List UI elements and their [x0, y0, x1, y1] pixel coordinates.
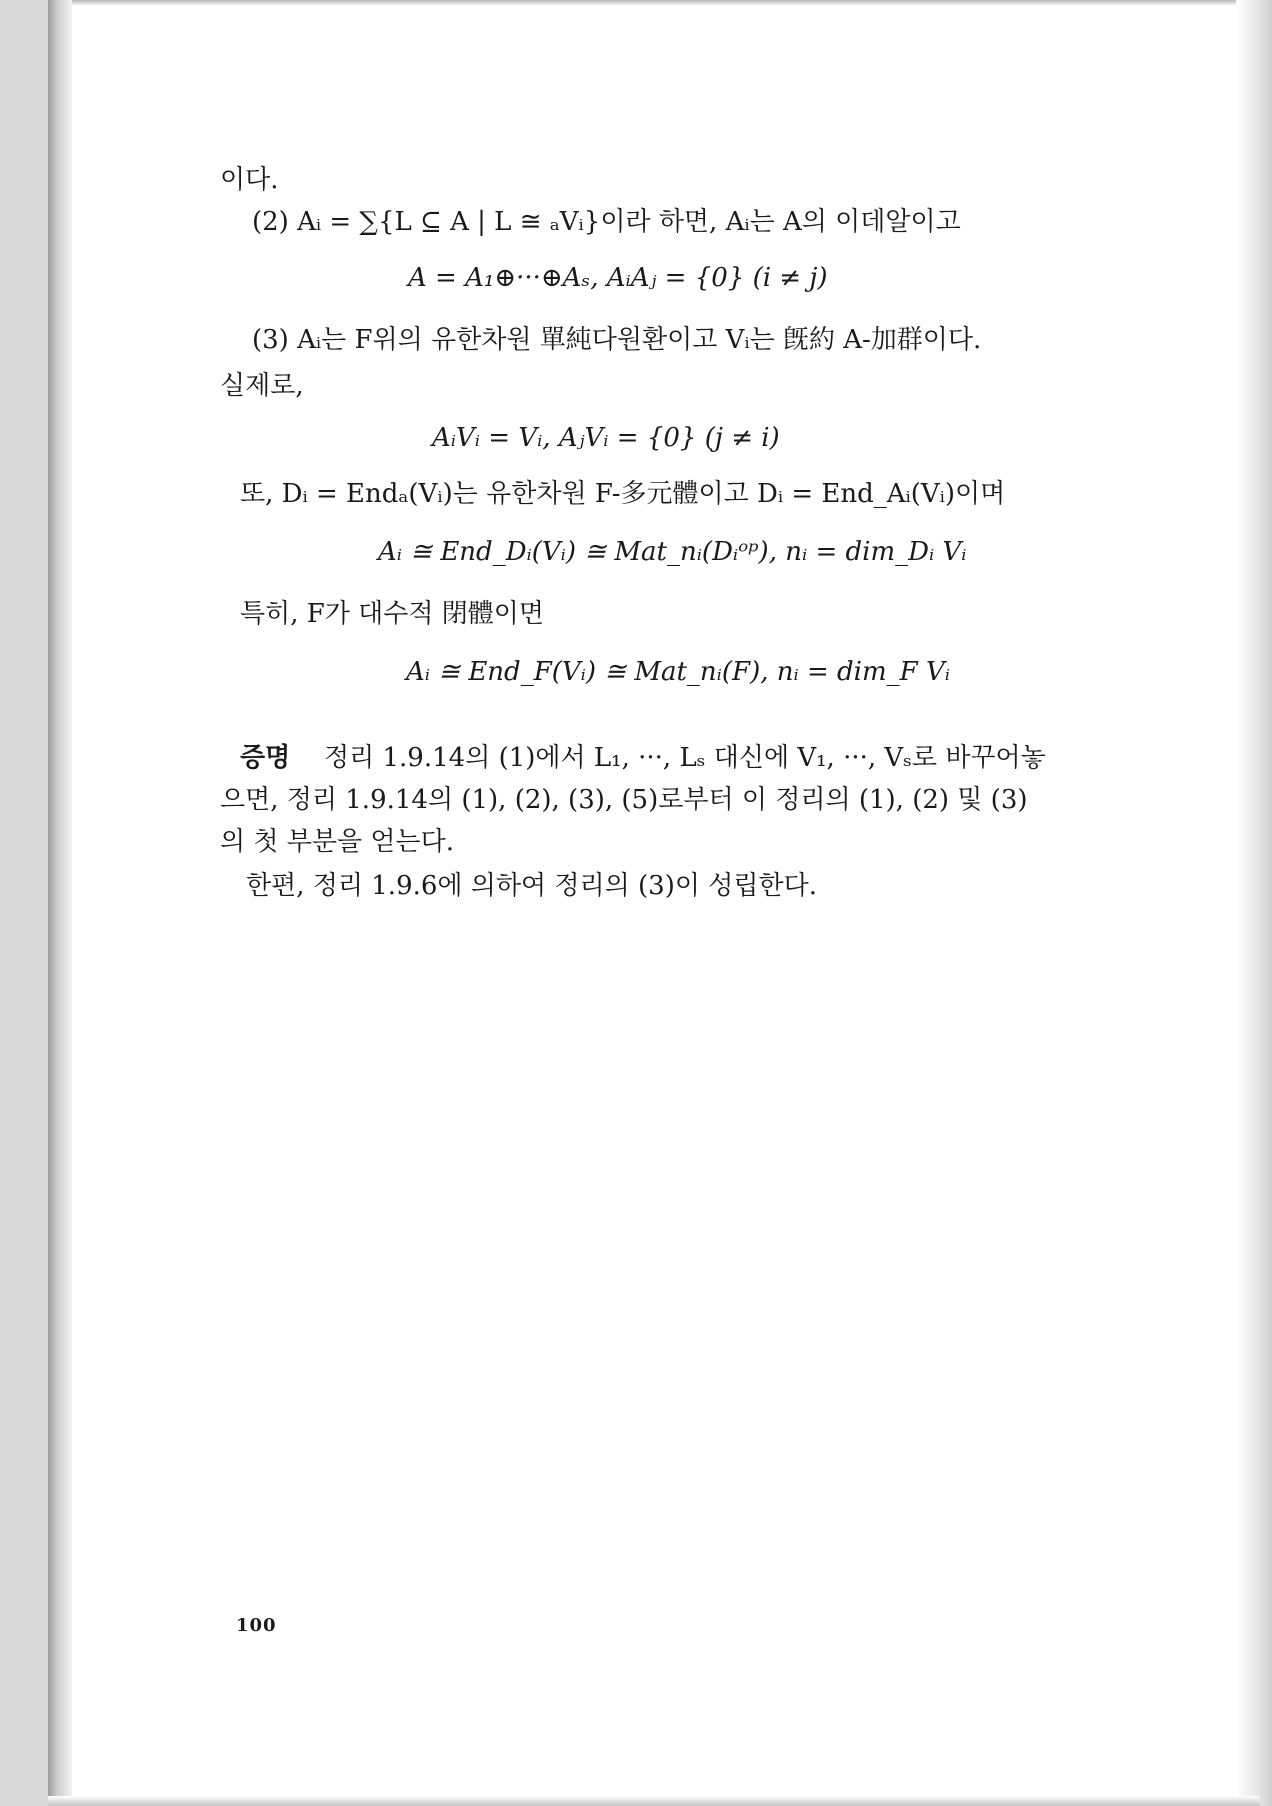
text-line-1: 이다.	[220, 165, 279, 195]
text-line-5: 또, Dᵢ = Endₐ(Vᵢ)는 유한차원 F-多元體이고 Dᵢ = End_Aᵢ(Vᵢ)이며	[240, 479, 1006, 509]
page-number: 100	[236, 1615, 277, 1636]
equation-matrix-ring: Aᵢ ≅ End_Dᵢ(Vᵢ) ≅ Mat_nᵢ(Dᵢᵒᵖ), nᵢ = dim_Dᵢ Vᵢ	[378, 537, 967, 567]
text-line-2: (2) Aᵢ = ∑{L ⊆ A | L ≅ ₐVᵢ}이라 하면, Aᵢ는 A의 이데알이고	[252, 207, 961, 237]
page-edge-right	[1236, 0, 1272, 1806]
proof-line-1: 정리 1.9.14의 (1)에서 L₁, ···, Lₛ 대신에 V₁, ···, Vₛ로 바꾸어놓	[324, 743, 1046, 773]
text-line-4: 실제로,	[220, 371, 304, 401]
equation-action: AᵢVᵢ = Vᵢ, AⱼVᵢ = {0} (j ≠ i)	[432, 423, 780, 453]
proof-line-4: 한편, 정리 1.9.6에 의하여 정리의 (3)이 성립한다.	[246, 871, 817, 901]
page-edge-left	[48, 0, 72, 1806]
equation-direct-sum: A = A₁⊕···⊕Aₛ, AᵢAⱼ = {0} (i ≠ j)	[408, 263, 828, 293]
proof-line-2: 으면, 정리 1.9.14의 (1), (2), (3), (5)로부터 이 정리의 (1), (2) 및 (3)	[220, 785, 1028, 815]
proof-label: 증명	[240, 743, 291, 773]
page-edge-top	[48, 0, 1260, 6]
page-edge-bottom	[48, 1796, 1260, 1806]
equation-closed-field: Aᵢ ≅ End_F(Vᵢ) ≅ Mat_nᵢ(F), nᵢ = dim_F Vᵢ	[406, 657, 950, 687]
text-line-6: 특히, F가 대수적 閉體이면	[240, 599, 545, 629]
proof-line-3: 의 첫 부분을 얻는다.	[220, 827, 454, 857]
text-line-3: (3) Aᵢ는 F위의 유한차원 單純다원환이고 Vᵢ는 旣約 A-加群이다.	[252, 325, 982, 355]
